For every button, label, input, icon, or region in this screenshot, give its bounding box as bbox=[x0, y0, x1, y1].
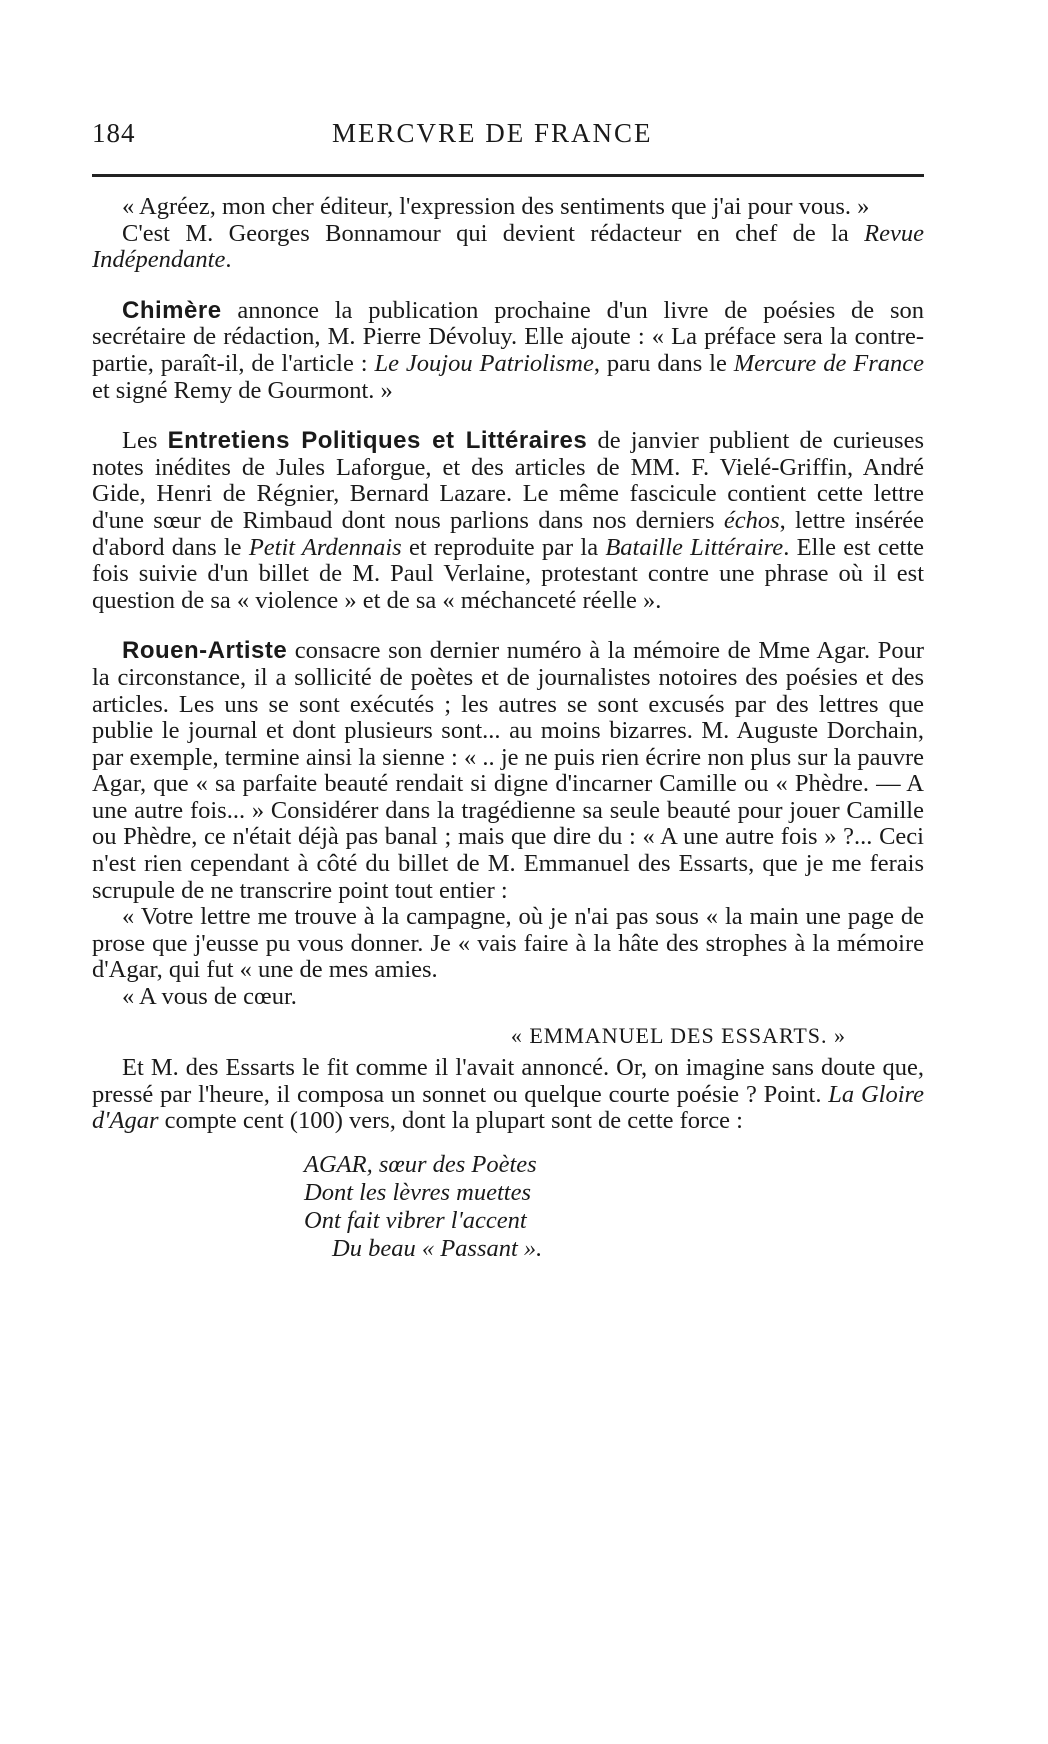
bataille-title: Bataille Littéraire bbox=[605, 533, 784, 561]
section-gap bbox=[92, 404, 924, 428]
entretiens-pre: Les bbox=[122, 427, 168, 455]
chimere-text-1: annonce la publication prochaine d'un livre de poésies de son secrétaire de rédaction, M. Pierre Dévoluy. Elle ajoute : « La préface sera la contre-partie, paraît-il, de l'article : bbox=[92, 296, 924, 377]
editor-note-text: C'est M. Georges Bonnamour qui devient rédacteur en chef de la bbox=[122, 219, 865, 247]
ardennais-title: Petit Ardennais bbox=[248, 533, 402, 561]
review-name-entretiens: Entretiens Politiques et Littéraires bbox=[167, 427, 588, 455]
entretiens-paragraph bbox=[92, 428, 924, 614]
review-name-rouen: Rouen-Artiste bbox=[122, 637, 288, 665]
chimere-text-3: et signé Remy de Gourmont. » bbox=[92, 376, 393, 404]
verse-line bbox=[304, 1207, 924, 1235]
page-header bbox=[92, 118, 922, 152]
page-body bbox=[92, 194, 924, 1263]
running-title: MERCVRE DE FRANCE bbox=[332, 118, 653, 148]
section-gap bbox=[92, 274, 924, 298]
essarts-comment-text-2: compte cent (100) vers, dont la plupart sont de cette force : bbox=[158, 1107, 743, 1135]
header-rule bbox=[92, 174, 924, 177]
verse-line-4: Du beau « Passant ». bbox=[332, 1235, 543, 1262]
entretiens-text-1: de janvier publient de curieuses notes inédites de Jules Laforgue, et des articles de MM. F. Vielé-Griffin, André Gide, Henri de Régnier, Bernard Lazare. Le même fascicule contient cette lettre d'une sœur de Rimbaud dont nous parlions dans nos derniers bbox=[92, 427, 924, 534]
verse-line bbox=[304, 1235, 924, 1263]
entretiens-text-2: , lettre insérée d'abord dans le bbox=[92, 506, 924, 561]
rouen-text: consacre son dernier numéro à la mémoire de Mme Agar. Pour la circonstance, il a sollicité de poètes et de journalistes notoires des poésies et des articles. Les uns se sont exécutés ; les autres se sont excusés par des lettres que publie le journal et dont plusieurs sont... au moins bizarres. M. Auguste Dorchain, par exemple, termine ainsi la sienne : « .. je ne puis rien écrire non plus sur la pauvre Agar, que « sa parfaite beauté rendait si digne d'incarner Camille ou « Phèdre. — A une autre fois... » Considérer dans la tragédienne sa seule beauté pour jouer Camille ou Phèdre, ce n'était déjà pas banal ; mais que dire du : « A une autre fois » ?... Ceci n'est rien cependant à côté du billet de M. Emmanuel des Essarts, que je me ferais scrupule de ne transcrire point tout entier : bbox=[92, 637, 924, 904]
entretiens-text-3: et reproduite par la bbox=[401, 533, 606, 561]
essarts-signature: « EMMANUEL DES ESSARTS. » bbox=[510, 1022, 846, 1048]
essarts-letter-close: « A vous de cœur. bbox=[122, 983, 297, 1011]
echos-word: échos bbox=[723, 506, 780, 534]
letter-close: « Agréez, mon cher éditeur, l'expression des sentiments que j'ai pour vous. » bbox=[122, 193, 870, 220]
section-gap bbox=[92, 614, 924, 638]
review-title: Revue Indépendante bbox=[92, 219, 924, 274]
rouen-paragraph bbox=[92, 638, 924, 904]
editor-note bbox=[92, 221, 924, 274]
review-name-chimere: Chimère bbox=[122, 296, 222, 324]
verse-line-2: Dont les lèvres muettes bbox=[304, 1179, 532, 1206]
verse-line-3: Ont fait vibrer l'accent bbox=[304, 1207, 527, 1234]
entretiens-text-4: . Elle est cette fois suivie d'un billet de M. Paul Verlaine, protestant contre une phrase où il est question de sa « violence » et de sa « méchanceté réelle ». bbox=[92, 533, 924, 614]
essarts-comment bbox=[92, 1055, 924, 1135]
essarts-letter: « Votre lettre me trouve à la campagne, où je n'ai pas sous « la main une page de prose que j'eusse pu vous donner. Je « vais faire à la hâte des strophes à la mémoire d'Agar, qui fut « une de mes amies. bbox=[92, 903, 924, 984]
verse-quote bbox=[92, 1151, 924, 1263]
poem-title: La Gloire d'Agar bbox=[92, 1080, 925, 1135]
chimere-paragraph bbox=[92, 298, 924, 404]
page-number: 184 bbox=[92, 118, 136, 148]
verse-line bbox=[304, 1179, 924, 1207]
editor-note-end: . bbox=[225, 246, 232, 274]
verse-line-1: AGAR, sœur des Poètes bbox=[304, 1151, 537, 1178]
verse-line bbox=[304, 1151, 924, 1179]
essarts-comment-text-1: Et M. des Essarts le fit comme il l'avait annoncé. Or, on imagine sans doute que, pressé par l'heure, il composa un sonnet ou quelque courte poésie ? Point. bbox=[92, 1054, 924, 1108]
journal-title: Mercure de France bbox=[733, 349, 925, 377]
chimere-text-2: , paru dans le bbox=[593, 349, 734, 377]
article-title: Le Joujou Patriolisme bbox=[374, 349, 594, 377]
